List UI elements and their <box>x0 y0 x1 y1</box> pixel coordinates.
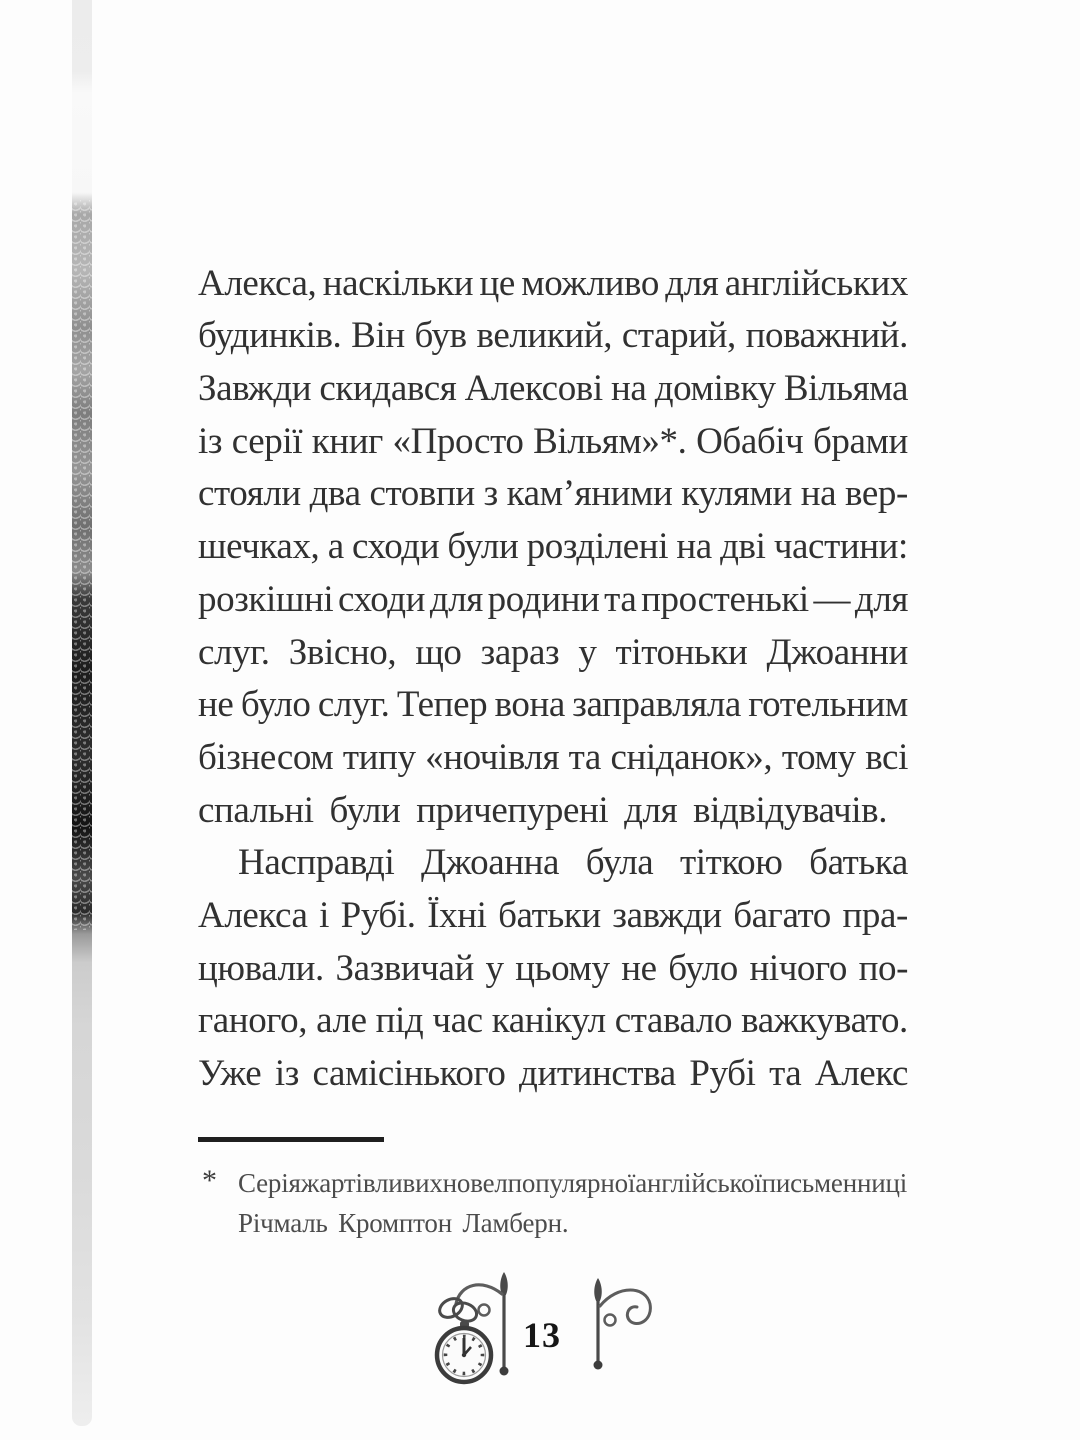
text-line <box>198 996 908 1049</box>
word: пра- <box>842 894 908 936</box>
word: ганого, <box>198 1000 308 1042</box>
word: кам’яними <box>506 473 673 515</box>
word: не <box>621 947 657 989</box>
word: письменниці <box>761 1168 907 1198</box>
word: заправляла <box>572 684 741 726</box>
word: це <box>479 262 515 304</box>
word: вер- <box>845 473 908 515</box>
word: Алекс <box>814 1053 908 1094</box>
word: зараз <box>480 631 560 673</box>
word: було <box>668 947 738 989</box>
word: будинків. <box>198 315 342 357</box>
word: — <box>813 578 851 620</box>
word: стояли <box>198 473 301 515</box>
adjacent-page-edge <box>72 0 92 1426</box>
word: розкішні <box>198 578 334 620</box>
word: стовпи <box>369 473 475 515</box>
word: книг <box>311 420 383 462</box>
word: та <box>604 578 637 620</box>
word: брами <box>813 420 908 462</box>
word: тітоньки <box>615 631 748 673</box>
word: канікул <box>491 1000 606 1042</box>
text-line <box>198 416 908 469</box>
word: Тепер <box>396 684 488 726</box>
word: наскільки <box>322 262 474 304</box>
word: Їхні <box>427 894 487 936</box>
word: типу <box>342 736 416 778</box>
text-line <box>198 469 908 522</box>
word: вона <box>494 684 565 726</box>
word: «Просто <box>392 420 524 462</box>
word: Звісно, <box>288 631 397 673</box>
word: готельним <box>748 684 908 726</box>
word: скидався <box>319 368 457 410</box>
word: «ночівля <box>425 736 560 778</box>
word: та <box>568 736 601 778</box>
text-line <box>198 1048 908 1101</box>
word: що <box>415 631 462 673</box>
text-line <box>198 680 908 733</box>
word: час <box>432 1000 483 1042</box>
word: у <box>485 947 504 989</box>
scroll-flourish-icon <box>584 1276 668 1390</box>
text-line <box>198 732 908 785</box>
word: у <box>578 631 597 673</box>
word: цьому <box>515 947 610 989</box>
word: дитинства <box>519 1053 676 1094</box>
text-line <box>198 890 908 943</box>
word: було <box>240 684 311 726</box>
text-line <box>198 574 908 627</box>
word: важкувато. <box>741 1000 908 1042</box>
text-line <box>198 943 908 996</box>
word: Зазвичай <box>335 947 474 989</box>
word: на <box>676 526 712 568</box>
word: під <box>375 1000 424 1042</box>
word: Алексові <box>464 368 603 410</box>
word: старий, <box>621 315 736 357</box>
word: із <box>198 420 223 462</box>
word: родини <box>487 578 600 620</box>
word: тому <box>781 736 856 778</box>
word: а <box>327 526 344 568</box>
word: англійських <box>724 262 908 304</box>
word: Вільям»*. <box>533 420 687 462</box>
word: Він <box>351 315 405 357</box>
word: були <box>447 526 519 568</box>
word: слуг. <box>317 684 390 726</box>
body-text <box>198 258 908 1101</box>
word: англійської <box>635 1168 762 1198</box>
word: але <box>316 1000 367 1042</box>
word: Серія <box>238 1168 301 1198</box>
text-line <box>198 363 908 416</box>
word: та <box>769 1053 802 1094</box>
word: Алекса <box>198 894 308 936</box>
word: серії <box>231 420 303 462</box>
footnote-asterisk: * <box>202 1164 217 1197</box>
text-line <box>198 311 908 364</box>
word: на <box>800 473 837 515</box>
text-line: спальні були причепурені для відвідувачів. <box>198 789 888 831</box>
word: Обабіч <box>696 420 804 462</box>
footnote-text <box>238 1162 906 1244</box>
word: завжди <box>612 894 722 936</box>
text-line <box>198 258 908 311</box>
word: два <box>309 473 361 515</box>
word: сходи <box>352 526 440 568</box>
word: по- <box>858 947 908 989</box>
word: не <box>198 684 234 726</box>
word: популярної <box>507 1168 636 1198</box>
word: сніданок», <box>610 736 773 778</box>
text-line <box>198 521 908 574</box>
word: Джоанна <box>421 842 560 884</box>
footnote-divider <box>198 1137 384 1142</box>
footnote-line <box>238 1162 906 1203</box>
word: жартівливих <box>300 1168 443 1198</box>
word: самісінького <box>312 1053 506 1094</box>
word: для <box>854 578 908 620</box>
word: з <box>483 473 498 515</box>
word: цювали. <box>198 947 324 989</box>
word: частини: <box>773 526 908 568</box>
word: простенькі <box>641 578 809 620</box>
word: на <box>611 368 647 410</box>
page-number: 13 <box>523 1315 561 1355</box>
word: була <box>585 842 654 884</box>
word: сходи <box>337 578 426 620</box>
word: домівку <box>654 368 776 410</box>
word: Рубі. <box>340 894 416 936</box>
word: новел <box>442 1168 508 1198</box>
word: нічого <box>749 947 847 989</box>
word: тіткою <box>680 842 783 884</box>
word: Рубі <box>689 1053 756 1094</box>
page-edge-texture <box>72 200 92 930</box>
word: шечках, <box>198 526 320 568</box>
text-line <box>198 838 908 891</box>
word: був <box>414 315 467 357</box>
word: для <box>665 262 719 304</box>
word: великий, <box>476 315 613 357</box>
word: Джоанни <box>766 631 908 673</box>
word: всі <box>865 736 908 778</box>
word: батьки <box>498 894 601 936</box>
word: дві <box>720 526 766 568</box>
word: багато <box>733 894 831 936</box>
word: розділені <box>526 526 669 568</box>
word: із <box>274 1053 299 1094</box>
word: Вільяма <box>783 368 908 410</box>
word: Алекса, <box>198 262 317 304</box>
word: поважний. <box>745 315 908 357</box>
word: для <box>429 578 483 620</box>
word: і <box>319 894 330 936</box>
word: ставало <box>614 1000 733 1042</box>
word: слуг. <box>198 631 270 673</box>
word: Завжди <box>198 368 312 410</box>
word: батька <box>809 842 908 884</box>
footnote-line: Річмаль Кромптон Ламберн. <box>238 1208 569 1238</box>
word: Уже <box>198 1053 262 1094</box>
word: кулями <box>681 473 792 515</box>
pocket-watch-icon <box>424 1268 526 1398</box>
text-line <box>198 627 908 680</box>
word: Насправді <box>238 842 395 884</box>
word: бізнесом <box>198 736 334 778</box>
word: можливо <box>521 262 659 304</box>
